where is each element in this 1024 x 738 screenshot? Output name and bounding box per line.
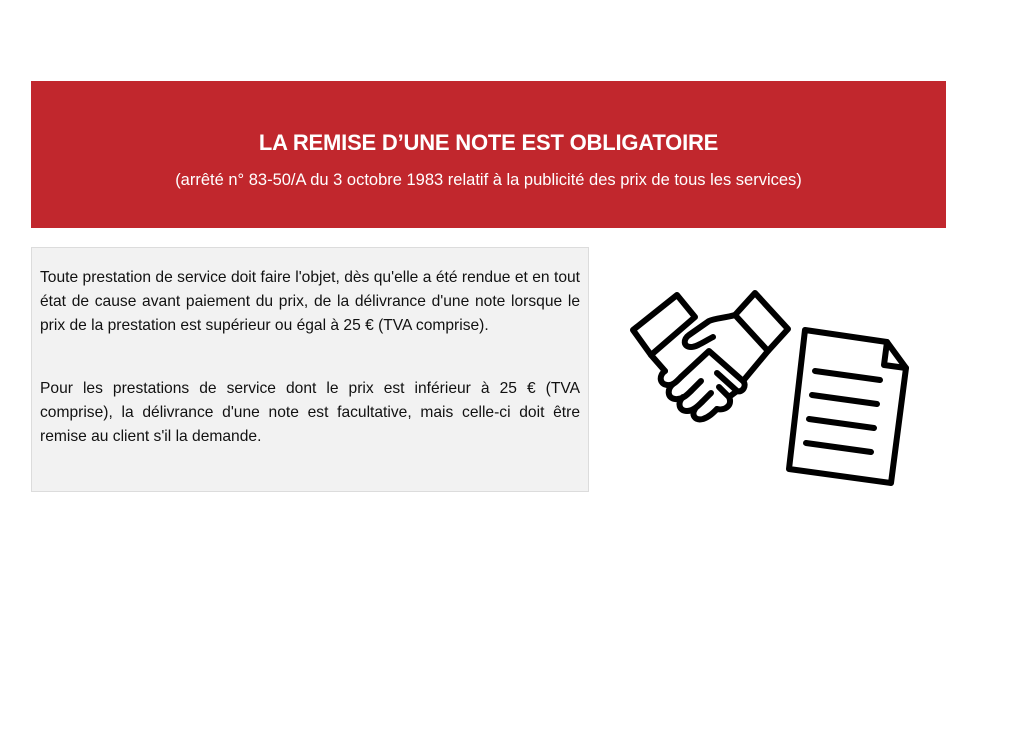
legal-reference: (arrêté n° 83-50/A du 3 octobre 1983 relatif à la publicité des prix de tous les services) <box>175 171 802 189</box>
document-icon <box>789 330 906 483</box>
page-title: LA REMISE D’UNE NOTE EST OBLIGATOIRE <box>258 130 719 155</box>
header-banner <box>31 81 946 228</box>
handshake-icon <box>633 293 788 419</box>
paragraph-optional: Pour les prestations de service dont le prix est inférieur à 25 € (TVA comprise), la délivrance d'une note est facultative, mais celle-ci doit être remise au client s'il la demande. <box>40 380 580 445</box>
info-box <box>31 247 589 492</box>
paragraph-obligation: Toute prestation de service doit faire l'objet, dès qu'elle a été rendue et en tout état de cause avant paiement du prix, de la délivrance d'une note lorsque le prix de la prestation est supérieur ou égal à 25 € (TVA comprise). <box>40 269 580 334</box>
illustration <box>625 285 915 495</box>
